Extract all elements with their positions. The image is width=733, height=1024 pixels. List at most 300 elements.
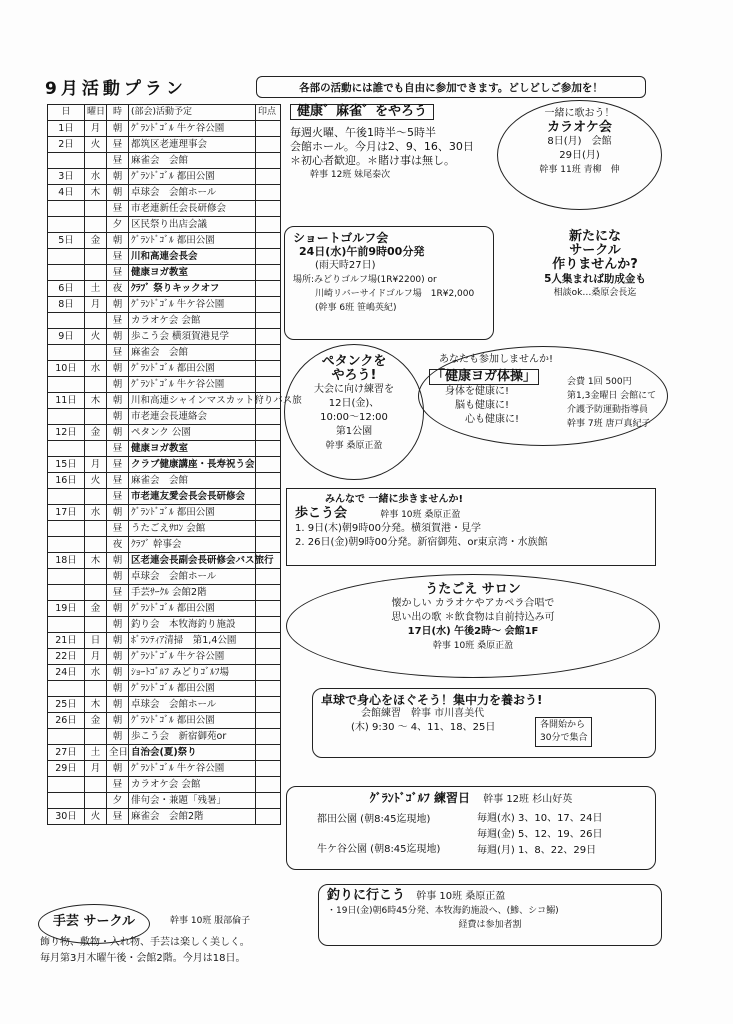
calendar-event: カラオケ会 会館 [129,313,256,329]
calendar-stamp [256,777,281,793]
yoga-schedule: 第1,3金曜日 会館にて [567,391,657,401]
calendar-event: 市老連友愛会長会長研修会 [129,489,256,505]
calendar-weekday: 月 [85,649,107,665]
calendar-day: 16日 [48,473,85,489]
calendar-stamp [256,313,281,329]
calendar-time: 昼 [107,521,129,537]
calendar-stamp [256,633,281,649]
calendar-event: ｸﾞﾗﾝﾄﾞｺﾞﾙ 都田公園 [129,233,256,249]
tabletennis-section [312,688,656,758]
calendar-event: ｸﾞﾗﾝﾄﾞｺﾞﾙ 都田公園 [129,169,256,185]
calendar-weekday: 土 [85,745,107,761]
calendar-event: ｸﾞﾗﾝﾄﾞｺﾞﾙ 都田公園 [129,361,256,377]
utagoe-section [286,574,660,678]
calendar-day: 17日 [48,505,85,521]
calendar-event: 釣り会 本牧海釣り施設 [129,617,256,633]
calendar-stamp [256,377,281,393]
calendar-row [48,521,281,537]
calendar-event: 市老連会長連絡会 [129,409,256,425]
calendar-day [48,153,85,169]
calendar-stamp [256,537,281,553]
calendar-weekday [85,313,107,329]
calendar-weekday: 水 [85,361,107,377]
mahjong-line-1: 毎週火曜、午後1時半～5時半 [290,126,436,139]
calendar-stamp [256,569,281,585]
calendar-row [48,553,281,569]
calendar-day [48,265,85,281]
calendar-event: 都筑区老連理事会 [129,137,256,153]
calendar-stamp [256,249,281,265]
shortgolf-organizer: (幹事 6班 笹嶋英紀) [315,303,397,313]
calendar-event: 川和高連会長会 [129,249,256,265]
calendar-event: 川和高連シャインマスカット狩りバス旅 [129,393,256,409]
calendar-time: 昼 [107,265,129,281]
calendar-time: 昼 [107,473,129,489]
fishing-line-2: 経費は参加者割 [458,920,522,930]
handicraft-line-1: 飾り物、敷物・入れ物、手芸は楽しく美しく。 [40,937,250,948]
calendar-event: 健康ヨガ教室 [129,441,256,457]
calendar-stamp [256,281,281,297]
calendar-day [48,537,85,553]
calendar-weekday [85,793,107,809]
calendar-event: ｸﾞﾗﾝﾄﾞｺﾞﾙ 都田公園 [129,713,256,729]
calendar-time: 昼 [107,249,129,265]
calendar-time: 全日 [107,745,129,761]
calendar-event: ペタンク 公園 [129,425,256,441]
calendar-stamp [256,681,281,697]
mahjong-line-2: 会館ホール。今月は2、9、16、30日 [290,140,474,153]
calendar-event: ｸﾞﾗﾝﾄﾞｺﾞﾙ 牛ケ谷公園 [129,297,256,313]
petanque-line-1: ペタンクを [321,354,387,369]
calendar-event: 区民祭り出店会議 [129,217,256,233]
calendar-time: 朝 [107,553,129,569]
calendar-weekday: 金 [85,713,107,729]
calendar-stamp [256,361,281,377]
petanque-line-3: 大会に向け練習を [314,384,394,395]
groundgolf-schedule-3: 毎週(月) 1、8、22、29日 [477,845,597,856]
calendar-time: 朝 [107,393,129,409]
walk-item-2: 2. 26日(金)朝9時00分発。新宿御苑、or東京湾・水族館 [295,537,548,548]
calendar-weekday: 木 [85,393,107,409]
shortgolf-section [284,226,494,340]
calendar-weekday: 土 [85,281,107,297]
calendar-stamp [256,153,281,169]
calendar-weekday [85,441,107,457]
calendar-row [48,441,281,457]
calendar-event: 区老連会長副会長研修会バス旅行 [129,553,256,569]
calendar-row [48,377,281,393]
calendar-weekday [85,537,107,553]
shortgolf-place-2: 川崎リバーサイドゴルフ場 1R¥2,000 [315,289,475,299]
groundgolf-schedule-2: 毎週(金) 5、12、19、26日 [477,829,603,840]
calendar-day [48,617,85,633]
calendar-time: 昼 [107,313,129,329]
calendar-row [48,185,281,201]
groundgolf-organizer: 幹事 12班 杉山好英 [483,794,573,805]
karaoke-title: カラオケ会 [547,120,612,135]
calendar-time: 朝 [107,185,129,201]
calendar-row [48,777,281,793]
walk-section [286,488,656,566]
calendar-weekday [85,201,107,217]
petanque-section [284,344,424,480]
calendar-day: 6日 [48,281,85,297]
calendar-weekday: 木 [85,697,107,713]
calendar-day [48,521,85,537]
tabletennis-line-1: 会館練習 幹事 市川喜美代 [361,708,485,719]
calendar-time: 朝 [107,121,129,137]
fishing-line-1: ・19日(金)朝6時45分発、本牧海釣施設へ、(鯵、シコ鰯) [327,906,559,916]
calendar-row [48,313,281,329]
calendar-row [48,505,281,521]
utagoe-title: うたごえ サロン [425,582,521,597]
calendar-time: 夕 [107,217,129,233]
calendar-event: ｸﾞﾗﾝﾄﾞｺﾞﾙ 牛ケ谷公園 [129,649,256,665]
calendar-weekday [85,521,107,537]
petanque-line-6: 第1公園 [335,426,373,437]
calendar-day: 25日 [48,697,85,713]
calendar-header-cell: 印点 [256,105,281,121]
calendar-weekday: 水 [85,505,107,521]
newcircle-line-1: 新たにな [568,229,621,244]
tabletennis-title: 卓球で身心をほぐそう！集中力を養おう! [321,693,543,707]
calendar-weekday: 木 [85,185,107,201]
calendar-row [48,233,281,249]
calendar-time: 昼 [107,201,129,217]
calendar-event: 麻雀会 会館 [129,153,256,169]
calendar-time: 昼 [107,489,129,505]
newcircle-line-3: 作りませんか? [552,257,638,272]
petanque-line-5: 10:00～12:00 [320,412,388,423]
calendar-weekday [85,249,107,265]
calendar-stamp [256,121,281,137]
groundgolf-place-2: 牛ケ谷公園 (朝8:45迄現地) [317,844,441,855]
calendar-day: 22日 [48,649,85,665]
calendar-weekday [85,409,107,425]
calendar-row [48,329,281,345]
calendar-header-cell: 曜日 [85,105,107,121]
calendar-event: ｸﾞﾗﾝﾄﾞｺﾞﾙ 都田公園 [129,601,256,617]
calendar-stamp [256,473,281,489]
fishing-organizer: 幹事 10班 桑原正盈 [416,891,506,902]
calendar-row [48,201,281,217]
calendar-day: 24日 [48,665,85,681]
calendar-time: 昼 [107,441,129,457]
calendar-event: ｸﾞﾗﾝﾄﾞｺﾞﾙ 牛ケ谷公園 [129,761,256,777]
calendar-stamp [256,729,281,745]
calendar-stamp [256,665,281,681]
calendar-stamp [256,649,281,665]
calendar-row [48,265,281,281]
participation-banner: 各部の活動には誰でも自由に参加できます。どしどしご参加を！ [256,76,646,98]
calendar-day: 21日 [48,633,85,649]
calendar-day [48,585,85,601]
calendar-weekday [85,617,107,633]
calendar-weekday [85,569,107,585]
calendar-time: 朝 [107,233,129,249]
calendar-weekday [85,265,107,281]
calendar-event: ｸﾞﾗﾝﾄﾞｺﾞﾙ 牛ケ谷公園 [129,121,256,137]
calendar-time: 昼 [107,345,129,361]
calendar-time: 夜 [107,281,129,297]
calendar-time: 昼 [107,585,129,601]
calendar-time: 夜 [107,537,129,553]
calendar-event: ｼｮｰﾄｺﾞﾙﾌ みどりｺﾞﾙﾌ場 [129,665,256,681]
calendar-day [48,249,85,265]
calendar-stamp [256,185,281,201]
calendar-day [48,409,85,425]
utagoe-line-1: 懐かしい カラオケやアカペラ合唱で [391,598,555,609]
calendar-stamp [256,713,281,729]
yoga-line-2: 脳も健康に! [455,400,510,411]
calendar-day: 12日 [48,425,85,441]
calendar-event: ｸﾗﾌﾞ 祭りキックオフ [129,281,256,297]
calendar-time: 昼 [107,777,129,793]
calendar-day: 1日 [48,121,85,137]
calendar-stamp [256,521,281,537]
calendar-stamp [256,697,281,713]
calendar-row [48,169,281,185]
calendar-event: 歩こう会 新宿御苑or [129,729,256,745]
calendar-stamp [256,761,281,777]
calendar-weekday [85,585,107,601]
calendar-time: 朝 [107,409,129,425]
calendar-weekday: 火 [85,329,107,345]
mahjong-title: 健康゛麻雀゛をやろう [290,104,434,120]
calendar-time: 朝 [107,633,129,649]
calendar-event: 麻雀会 会館 [129,345,256,361]
karaoke-date-1: 8日(月) 会館 [547,136,612,147]
calendar-weekday [85,377,107,393]
calendar-row [48,297,281,313]
calendar-header-cell: 日 [48,105,85,121]
calendar-time: 昼 [107,153,129,169]
calendar-event: 俳句会・兼題「残暑」 [129,793,256,809]
calendar-day [48,345,85,361]
calendar-stamp [256,233,281,249]
shortgolf-date: 24日(水)午前9時00分発 [299,245,425,258]
calendar-row [48,601,281,617]
activity-calendar [47,104,302,825]
calendar-stamp [256,425,281,441]
calendar-time: 朝 [107,361,129,377]
calendar-weekday: 水 [85,169,107,185]
calendar-day: 15日 [48,457,85,473]
karaoke-date-2: 29日(月) [559,150,600,161]
shortgolf-place-1: 場所:みどりゴルフ場(1R¥2200) or [293,275,437,285]
calendar-day: 27日 [48,745,85,761]
calendar-event: 自治会(夏)祭り [129,745,256,761]
calendar-time: 夕 [107,793,129,809]
calendar-event: クラブ健康講座・長寿祝う会 [129,457,256,473]
calendar-weekday: 火 [85,809,107,825]
newcircle-line-2: サークル [569,243,621,258]
calendar-day: 5日 [48,233,85,249]
calendar-row [48,617,281,633]
calendar-row [48,809,281,825]
calendar-event: ｸﾗﾌﾞ 幹事会 [129,537,256,553]
calendar-time: 朝 [107,761,129,777]
calendar-row [48,633,281,649]
calendar-stamp [256,505,281,521]
calendar-time: 朝 [107,665,129,681]
calendar-day [48,217,85,233]
calendar-time: 朝 [107,377,129,393]
calendar-stamp [256,169,281,185]
calendar-day: 4日 [48,185,85,201]
groundgolf-place-1: 都田公園 (朝8:45迄現地) [317,814,431,825]
utagoe-organizer: 幹事 10班 桑原正盈 [432,641,514,651]
calendar-row [48,393,281,409]
calendar-day [48,681,85,697]
calendar-event: 歩こう会 横須賀港見学 [129,329,256,345]
calendar-day: 18日 [48,553,85,569]
calendar-day [48,729,85,745]
calendar-weekday: 月 [85,761,107,777]
calendar-row [48,153,281,169]
calendar-time: 朝 [107,329,129,345]
calendar-weekday: 火 [85,473,107,489]
karaoke-tagline: 一緒に歌おう！ [544,108,615,119]
tabletennis-line-2: (木) 9:30 ～ 4、11、18、25日 [351,722,496,733]
page-title: 9月活動プラン [45,79,187,99]
calendar-day: 10日 [48,361,85,377]
petanque-line-4: 12日(金)、 [328,398,380,409]
calendar-time: 朝 [107,425,129,441]
calendar-event: カラオケ会 会館 [129,777,256,793]
calendar-row [48,761,281,777]
walk-item-1: 1. 9日(木)朝9時00分発。横須賀港・見学 [295,523,481,534]
calendar-time: 昼 [107,457,129,473]
mahjong-organizer: 幹事 12班 妹尾泰次 [310,170,391,180]
groundgolf-schedule-1: 毎週(水) 3、10、17、24日 [477,813,603,824]
calendar-row [48,649,281,665]
calendar-weekday: 日 [85,633,107,649]
calendar-row [48,249,281,265]
calendar-weekday [85,729,107,745]
handicraft-line-2: 毎月第3月木曜午後・会館2階。今月は18日。 [40,953,246,964]
calendar-event: ﾎﾞﾗﾝﾃｨｱ清掃 第1,4公園 [129,633,256,649]
calendar-day [48,569,85,585]
calendar-row [48,729,281,745]
calendar-day: 29日 [48,761,85,777]
calendar-weekday: 水 [85,665,107,681]
handicraft-title: 手芸 サークル [52,914,136,929]
calendar-event: ｸﾞﾗﾝﾄﾞｺﾞﾙ 都田公園 [129,681,256,697]
calendar-time: 朝 [107,649,129,665]
calendar-stamp [256,345,281,361]
calendar-stamp [256,745,281,761]
calendar-row [48,473,281,489]
calendar-event: 卓球会 会館ホール [129,185,256,201]
shortgolf-rain: (雨天時27日) [315,260,376,271]
calendar-row [48,281,281,297]
fishing-section [318,884,662,946]
mahjong-section [282,100,490,202]
calendar-day [48,441,85,457]
calendar-stamp [256,217,281,233]
calendar-weekday: 月 [85,457,107,473]
walk-title: 歩こう会 [295,506,348,521]
yoga-line-1: 身体を健康に! [445,386,510,397]
calendar-row [48,665,281,681]
newcircle-line-4: 5人集まれば助成金も [544,273,646,285]
walk-tagline: みんなで 一緒に歩きませんか! [325,494,464,505]
walk-organizer: 幹事 10班 桑原正盈 [380,510,461,520]
calendar-weekday: 木 [85,553,107,569]
yoga-line-3: 心も健康に! [465,414,520,425]
calendar-row [48,121,281,137]
calendar-event: 麻雀会 会館 [129,473,256,489]
calendar-row [48,361,281,377]
calendar-time: 朝 [107,169,129,185]
calendar-day [48,489,85,505]
calendar-event: 市老連新任会長研修会 [129,201,256,217]
calendar-stamp [256,457,281,473]
calendar-row [48,489,281,505]
yoga-title: 「健康ヨガ体操」 [429,369,539,385]
calendar-weekday: 金 [85,601,107,617]
calendar-stamp [256,329,281,345]
calendar-weekday: 月 [85,297,107,313]
calendar-stamp [256,265,281,281]
calendar-weekday: 火 [85,137,107,153]
calendar-time: 朝 [107,617,129,633]
calendar-stamp [256,201,281,217]
calendar-row [48,585,281,601]
calendar-weekday [85,489,107,505]
yoga-fee: 会費 1回 500円 [567,377,632,387]
calendar-time: 朝 [107,729,129,745]
calendar-day [48,201,85,217]
calendar-stamp [256,441,281,457]
calendar-day: 30日 [48,809,85,825]
calendar-stamp [256,809,281,825]
calendar-weekday: 金 [85,425,107,441]
calendar-time: 昼 [107,809,129,825]
calendar-stamp [256,409,281,425]
calendar-row [48,745,281,761]
calendar-day [48,793,85,809]
calendar-weekday [85,681,107,697]
calendar-day: 19日 [48,601,85,617]
calendar-header [48,105,281,121]
yoga-tagline: あなたも参加しませんか! [439,354,554,365]
tabletennis-note-2: 30分で集合 [540,733,588,743]
calendar-day: 9日 [48,329,85,345]
yoga-section [418,346,668,446]
calendar-day: 26日 [48,713,85,729]
fishing-title: 釣りに行こう [327,888,406,903]
calendar-stamp [256,617,281,633]
calendar-time: 朝 [107,505,129,521]
calendar-weekday [85,777,107,793]
calendar-time: 朝 [107,297,129,313]
calendar-day: 8日 [48,297,85,313]
yoga-organizer: 幹事 7班 唐戸真紀子 [567,419,651,429]
calendar-time: 昼 [107,137,129,153]
calendar-day [48,777,85,793]
calendar-time: 朝 [107,601,129,617]
utagoe-date: 17日(水) 午後2時～ 会館1F [407,626,539,637]
calendar-time: 朝 [107,569,129,585]
tabletennis-note-1: 各開始から [540,720,586,730]
calendar-day: 3日 [48,169,85,185]
calendar-weekday [85,153,107,169]
calendar-row [48,697,281,713]
calendar-row [48,425,281,441]
calendar-stamp [256,793,281,809]
